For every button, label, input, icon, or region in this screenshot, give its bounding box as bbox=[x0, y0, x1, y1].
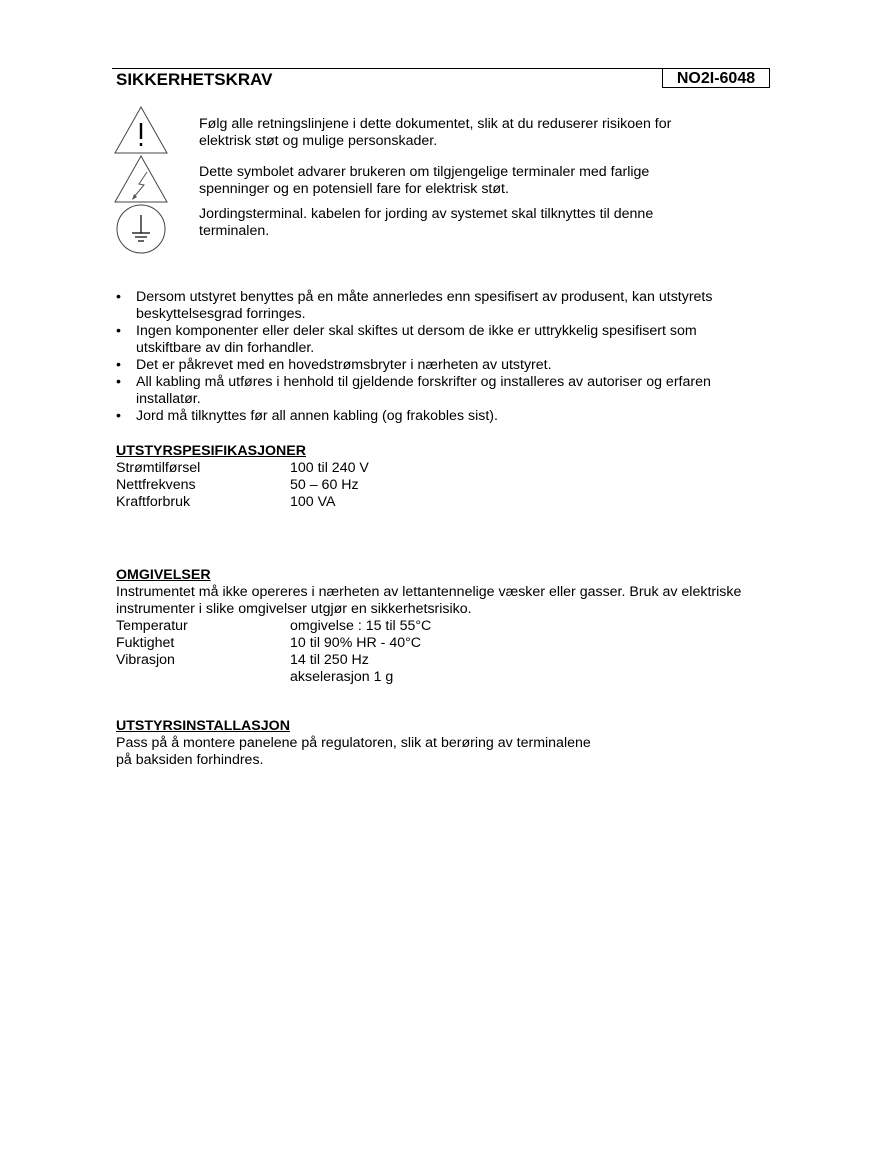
spec-value: akselerasjon 1 g bbox=[290, 669, 394, 685]
page-title: SIKKERHETSKRAV bbox=[116, 70, 273, 89]
spec-label: Kraftforbruk bbox=[116, 494, 191, 510]
spec-label: Fuktighet bbox=[116, 635, 175, 651]
spec-value: 100 VA bbox=[290, 494, 336, 510]
spec-label: Vibrasjon bbox=[116, 652, 175, 668]
shock-symbol-description: Dette symbolet advarer brukeren om tilgjengelige terminaler med farlige spenninger og en potensiell fare for elektrisk støt. bbox=[199, 164, 650, 197]
bullet-marker: • bbox=[116, 408, 121, 424]
list-item bbox=[116, 357, 756, 374]
equipment-specs-heading: UTSTYRSPESIFIKASJONER bbox=[116, 443, 306, 459]
spec-value: 50 – 60 Hz bbox=[290, 477, 359, 493]
bullet-text: All kabling må utføres i henhold til gjeldende forskrifter og installeres av autoriser og erfaren installatør. bbox=[136, 374, 711, 407]
spec-value: 14 til 250 Hz bbox=[290, 652, 369, 668]
environment-intro: Instrumentet må ikke opereres i nærheten av lettantennelige væsker eller gasser. Bruk av elektriske instrumenter i slike omgivelser utgjør en sikkerhetsrisiko. bbox=[116, 584, 742, 617]
spec-row bbox=[116, 460, 756, 477]
spec-label: Strømtilførsel bbox=[116, 460, 201, 476]
spec-label bbox=[116, 669, 290, 686]
spec-value: omgivelse : 15 til 55°C bbox=[290, 618, 432, 634]
list-item bbox=[116, 289, 756, 323]
list-item bbox=[116, 374, 756, 408]
environment-heading: OMGIVELSER bbox=[116, 567, 211, 583]
installation-line-1: Pass på å montere panelene på regulatoren, slik at berøring av terminalene bbox=[116, 735, 591, 751]
ground-terminal-icon bbox=[113, 203, 169, 255]
spec-row bbox=[116, 618, 756, 635]
bullet-text: Ingen komponenter eller deler skal skiftes ut dersom de ikke er uttrykkelig spesifisert som utskiftbare av din forhandler. bbox=[136, 323, 697, 356]
bullet-marker: • bbox=[116, 323, 121, 339]
spec-row bbox=[116, 669, 756, 686]
bullet-marker: • bbox=[116, 289, 121, 305]
list-item bbox=[116, 323, 756, 357]
ground-symbol-description: Jordingsterminal. kabelen for jording av systemet skal tilknyttes til denne terminalen. bbox=[199, 206, 654, 239]
spec-row bbox=[116, 477, 756, 494]
installation-line-2: på baksiden forhindres. bbox=[116, 752, 264, 768]
bullet-marker: • bbox=[116, 374, 121, 390]
bullet-text: Dersom utstyret benyttes på en måte annerledes enn spesifisert av produsent, kan utstyrets beskyttelsesgrad forringes. bbox=[136, 289, 713, 322]
spec-value: 100 til 240 V bbox=[290, 460, 369, 476]
spec-row bbox=[116, 494, 756, 511]
bullet-marker: • bbox=[116, 357, 121, 373]
safety-bullet-list bbox=[116, 289, 756, 425]
spec-value: 10 til 90% HR - 40°C bbox=[290, 635, 422, 651]
header-rule bbox=[112, 68, 662, 69]
equipment-specs-table bbox=[116, 460, 756, 511]
spec-label: Nettfrekvens bbox=[116, 477, 196, 493]
document-code: NO2I-6048 bbox=[662, 68, 770, 88]
electric-shock-triangle-icon bbox=[113, 154, 169, 204]
spec-row bbox=[116, 635, 756, 652]
list-item bbox=[116, 408, 756, 425]
installation-heading: UTSTYRSINSTALLASJON bbox=[116, 718, 290, 734]
warning-triangle-icon bbox=[113, 105, 169, 155]
bullet-text: Det er påkrevet med en hovedstrømsbryter i nærheten av utstyret. bbox=[136, 357, 552, 373]
spec-row bbox=[116, 652, 756, 669]
bullet-text: Jord må tilknyttes før all annen kabling (og frakobles sist). bbox=[136, 408, 498, 424]
warning-symbol-description: Følg alle retningslinjene i dette dokumentet, slik at du reduserer risikoen for elektrisk støt og mulige personskader. bbox=[199, 116, 672, 149]
environment-table bbox=[116, 618, 756, 686]
spec-label: Temperatur bbox=[116, 618, 188, 634]
